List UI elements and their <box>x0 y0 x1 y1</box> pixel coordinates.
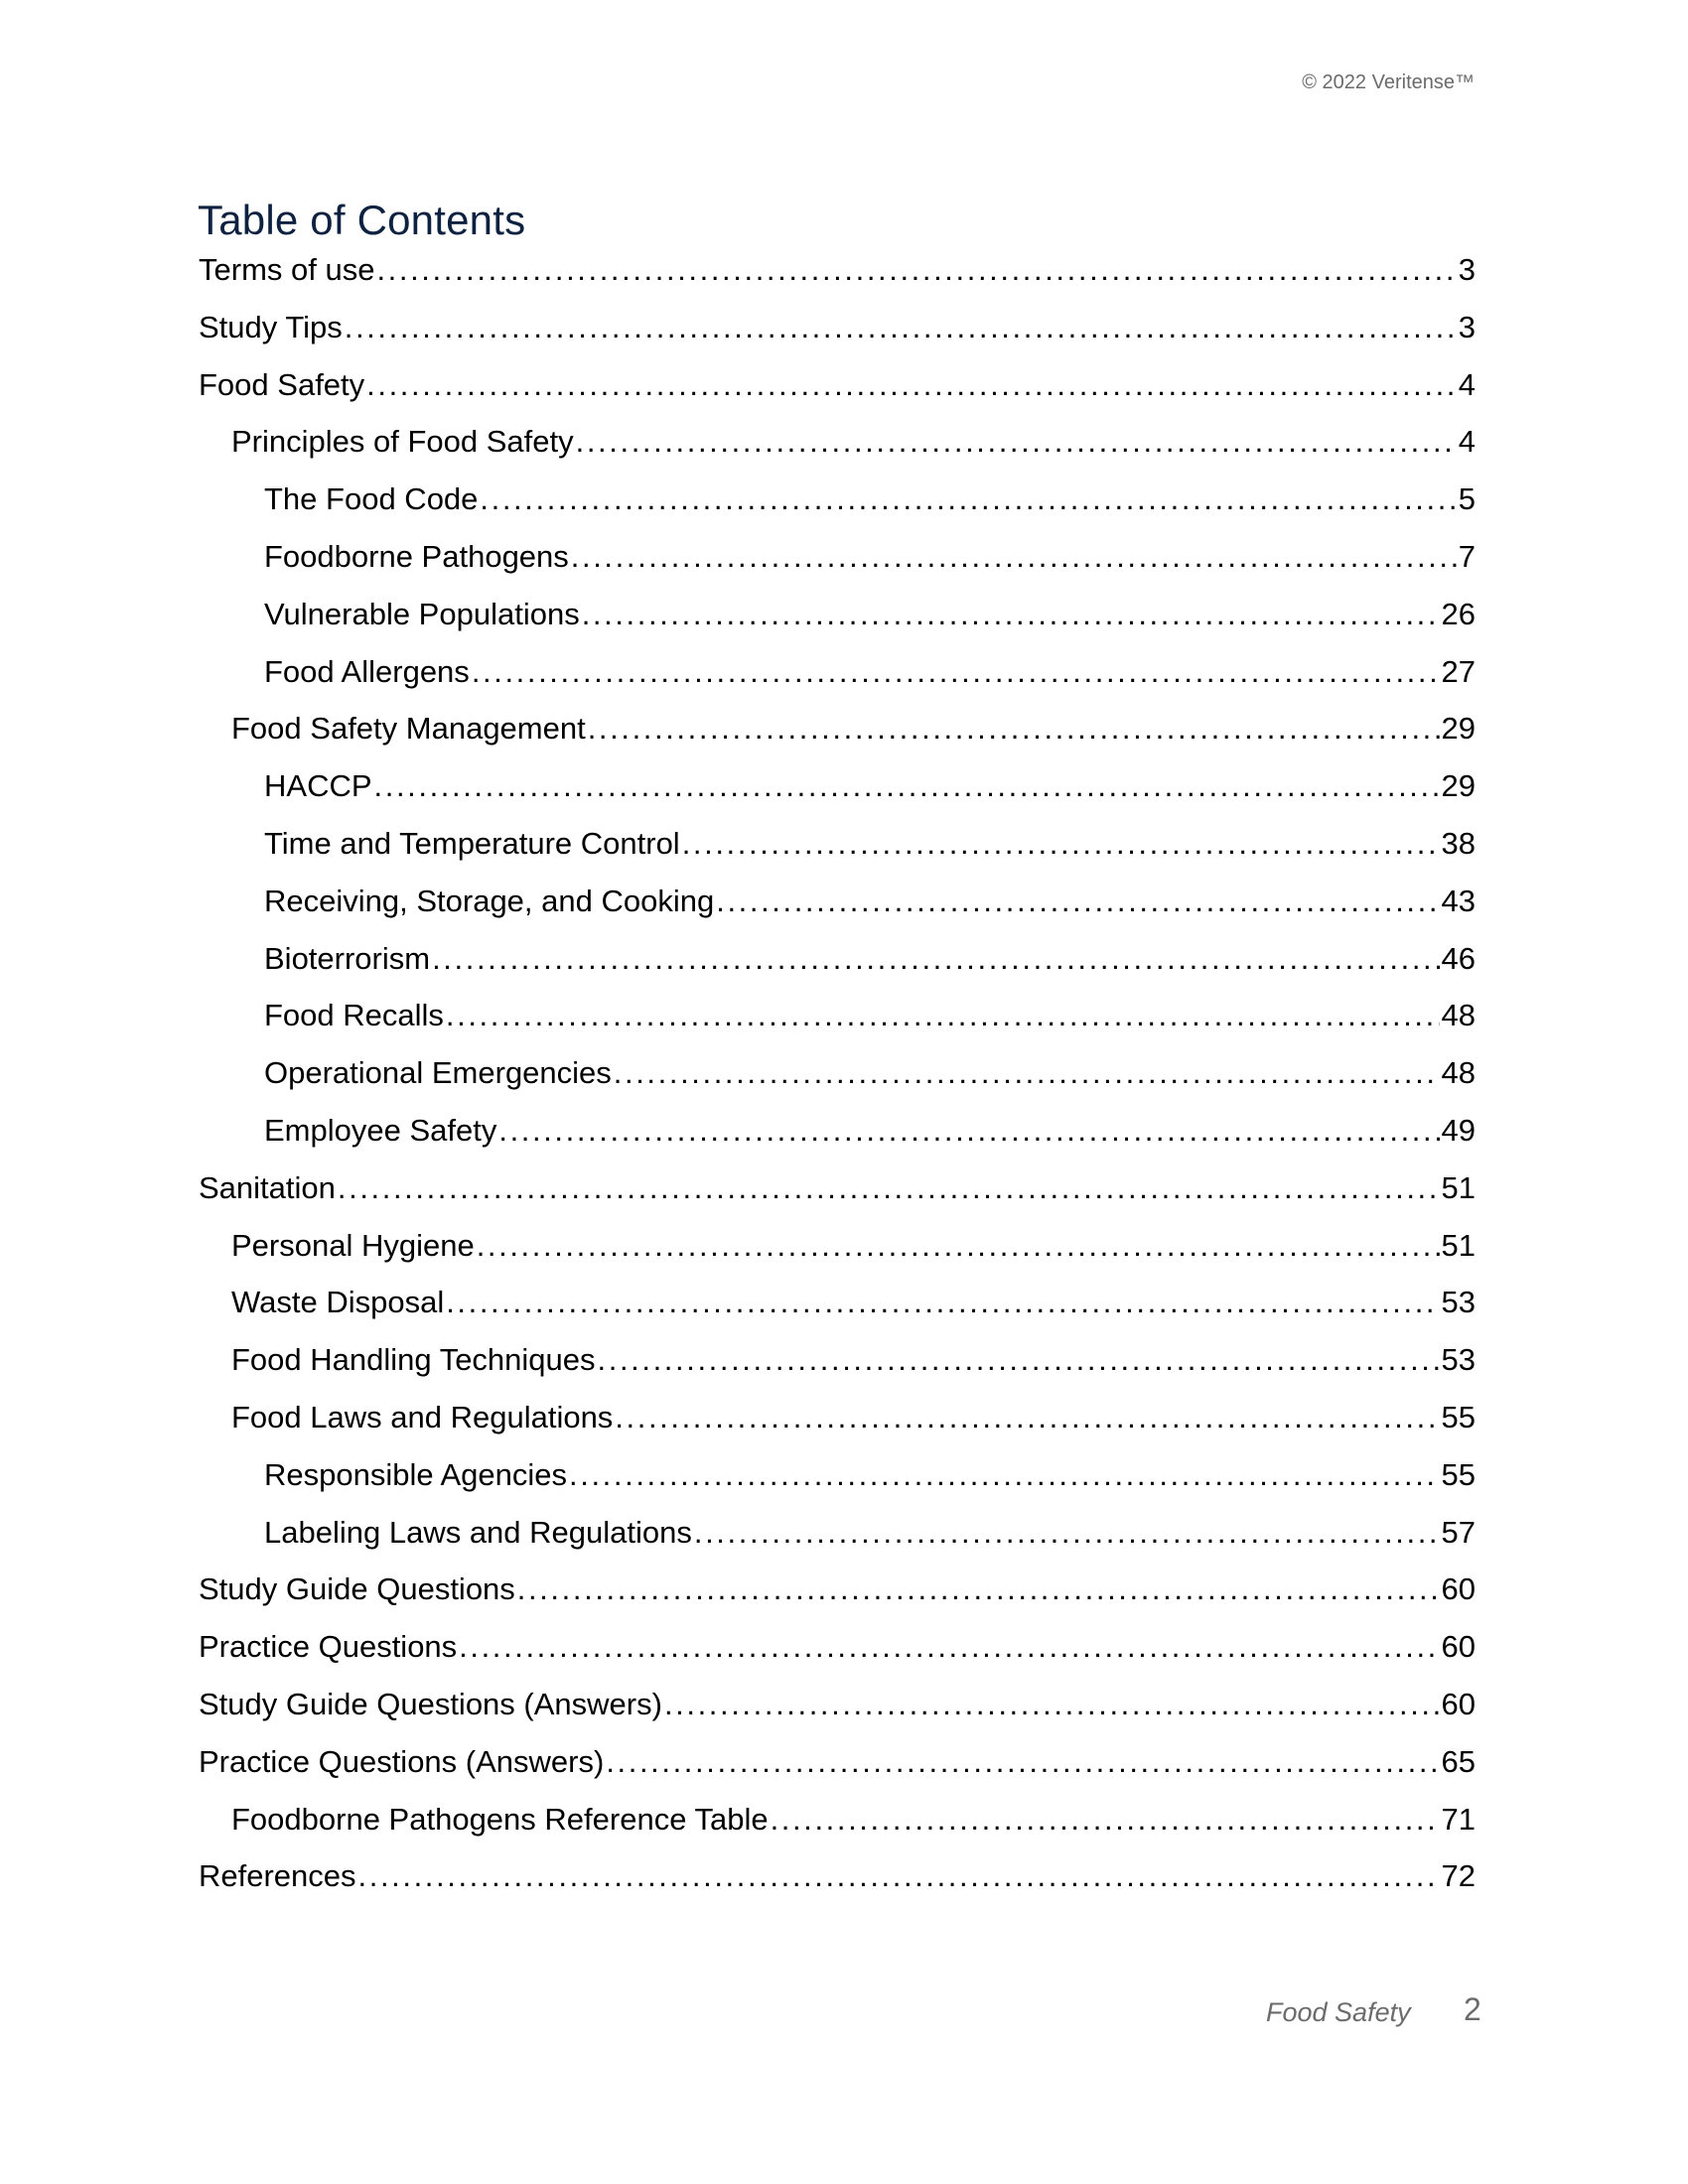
toc-entry-label[interactable]: Practice Questions <box>199 1629 458 1665</box>
dot-leader <box>345 310 1457 345</box>
page-title: Table of Contents <box>198 197 526 243</box>
toc-entry-label[interactable]: Study Guide Questions (Answers) <box>199 1686 662 1721</box>
toc-entry-label[interactable]: Principles of Food Safety <box>231 424 574 460</box>
toc-entry[interactable] <box>199 252 1476 310</box>
dot-leader <box>366 367 1457 403</box>
dot-leader <box>477 1228 1440 1264</box>
dot-leader <box>576 424 1457 460</box>
toc-entry-page[interactable]: 60 <box>1441 1686 1476 1721</box>
toc-entry-label[interactable]: Food Recalls <box>264 998 444 1033</box>
copyright-notice: © 2022 Veritense™ <box>1302 71 1475 93</box>
dot-leader <box>358 1858 1440 1894</box>
toc-entry-label[interactable]: Food Safety Management <box>231 711 586 747</box>
toc-entry-label[interactable]: Terms of use <box>199 252 375 287</box>
toc-entry-label[interactable]: The Food Code <box>264 481 479 517</box>
toc-entry[interactable] <box>199 1744 1476 1802</box>
toc-entry-page[interactable]: 49 <box>1441 1112 1476 1148</box>
toc-entry[interactable] <box>199 826 1476 884</box>
dot-leader <box>664 1687 1440 1722</box>
toc-entry-page[interactable]: 55 <box>1441 1399 1476 1434</box>
toc-entry-label[interactable]: Responsible Agencies <box>264 1456 568 1492</box>
toc-entry[interactable] <box>199 768 1476 826</box>
toc-entry-page[interactable]: 51 <box>1441 1227 1476 1263</box>
dot-leader <box>498 1113 1439 1149</box>
toc-entry[interactable] <box>199 1802 1476 1859</box>
toc-entry[interactable] <box>199 1055 1476 1113</box>
toc-entry-page[interactable]: 60 <box>1441 1571 1476 1607</box>
toc-entry[interactable] <box>199 1515 1476 1572</box>
toc-entry-page[interactable]: 55 <box>1441 1456 1476 1492</box>
toc-entry-label[interactable]: Food Allergens <box>264 653 470 689</box>
dot-leader <box>716 884 1439 919</box>
toc-entry-label[interactable]: Foodborne Pathogens Reference Table <box>231 1801 769 1837</box>
toc-entry-page[interactable]: 38 <box>1441 825 1476 861</box>
toc-entry-page[interactable]: 48 <box>1441 1055 1476 1091</box>
table-of-contents <box>199 252 1476 1916</box>
toc-entry[interactable] <box>199 424 1476 481</box>
toc-entry[interactable] <box>199 1228 1476 1286</box>
toc-entry-page[interactable]: 4 <box>1458 366 1476 402</box>
toc-entry-label[interactable]: Food Handling Techniques <box>231 1342 596 1378</box>
toc-entry-label[interactable]: Bioterrorism <box>264 940 431 976</box>
dot-leader <box>582 597 1440 632</box>
toc-entry-label[interactable]: Practice Questions (Answers) <box>199 1743 605 1779</box>
toc-entry-page[interactable]: 65 <box>1441 1743 1476 1779</box>
dot-leader <box>588 711 1440 747</box>
toc-entry-label[interactable]: Sanitation <box>199 1169 336 1205</box>
dot-leader <box>446 1285 1439 1320</box>
toc-entry[interactable] <box>199 941 1476 999</box>
toc-entry-label[interactable]: HACCP <box>264 768 372 804</box>
toc-entry-page[interactable]: 72 <box>1441 1858 1476 1894</box>
toc-entry[interactable] <box>199 1342 1476 1400</box>
toc-entry[interactable] <box>199 1457 1476 1515</box>
toc-entry[interactable] <box>199 1571 1476 1629</box>
toc-entry-page[interactable]: 26 <box>1441 596 1476 631</box>
dot-leader <box>472 654 1440 690</box>
toc-entry-label[interactable]: Study Tips <box>199 309 343 344</box>
footer-document-title: Food Safety <box>1266 1997 1411 2027</box>
dot-leader <box>517 1571 1440 1607</box>
dot-leader <box>615 1400 1439 1435</box>
footer-page-number: 2 <box>1464 1991 1481 2027</box>
toc-entry-label[interactable]: Waste Disposal <box>231 1285 445 1320</box>
toc-entry-page[interactable]: 51 <box>1441 1169 1476 1205</box>
toc-entry-label[interactable]: Study Guide Questions <box>199 1571 515 1607</box>
toc-entry-page[interactable]: 60 <box>1441 1629 1476 1665</box>
toc-entry-page[interactable]: 53 <box>1441 1285 1476 1320</box>
toc-entry-label[interactable]: Operational Emergencies <box>264 1055 612 1091</box>
dot-leader <box>771 1802 1440 1838</box>
dot-leader <box>374 768 1440 804</box>
toc-entry[interactable] <box>199 367 1476 425</box>
toc-entry-label[interactable]: Food Laws and Regulations <box>231 1399 614 1434</box>
toc-entry-page[interactable]: 71 <box>1441 1801 1476 1837</box>
toc-entry[interactable] <box>199 1629 1476 1687</box>
dot-leader <box>682 826 1440 862</box>
toc-entry-page[interactable]: 3 <box>1458 309 1476 344</box>
toc-entry[interactable] <box>199 1170 1476 1228</box>
toc-entry[interactable] <box>199 1285 1476 1342</box>
dot-leader <box>338 1170 1440 1206</box>
toc-entry[interactable] <box>199 654 1476 712</box>
toc-entry-page[interactable]: 27 <box>1441 653 1476 689</box>
toc-entry[interactable] <box>199 597 1476 654</box>
dot-leader <box>376 252 1456 288</box>
toc-entry-label[interactable]: Foodborne Pathogens <box>264 538 569 574</box>
toc-entry-page[interactable]: 3 <box>1458 252 1476 287</box>
toc-entry-page[interactable]: 4 <box>1458 424 1476 460</box>
toc-entry[interactable] <box>199 1400 1476 1457</box>
dot-leader <box>569 1457 1439 1493</box>
toc-entry-page[interactable]: 5 <box>1458 481 1476 517</box>
toc-entry-page[interactable]: 48 <box>1441 998 1476 1033</box>
dot-leader <box>432 941 1439 977</box>
toc-entry-label[interactable]: Food Safety <box>199 366 365 402</box>
dot-leader <box>606 1744 1439 1780</box>
toc-entry-label[interactable]: Personal Hygiene <box>231 1227 475 1263</box>
toc-entry-page[interactable]: 43 <box>1441 883 1476 918</box>
toc-entry-label[interactable]: References <box>199 1858 356 1894</box>
dot-leader <box>459 1629 1439 1665</box>
toc-entry[interactable] <box>199 1687 1476 1744</box>
toc-entry-page[interactable]: 29 <box>1441 768 1476 804</box>
dot-leader <box>694 1515 1440 1551</box>
toc-entry[interactable] <box>199 998 1476 1055</box>
dot-leader <box>598 1342 1440 1378</box>
toc-entry-page[interactable]: 46 <box>1441 940 1476 976</box>
toc-entry-page[interactable]: 7 <box>1458 538 1476 574</box>
toc-entry-label[interactable]: Receiving, Storage, and Cooking <box>264 883 715 918</box>
dot-leader <box>480 481 1456 517</box>
toc-entry[interactable] <box>199 539 1476 597</box>
toc-entry[interactable] <box>199 481 1476 539</box>
dot-leader <box>614 1055 1440 1091</box>
toc-entry[interactable] <box>199 1113 1476 1170</box>
toc-entry-label[interactable]: Vulnerable Populations <box>264 596 580 631</box>
toc-entry[interactable] <box>199 1858 1476 1916</box>
toc-entry-label[interactable]: Time and Temperature Control <box>264 825 680 861</box>
toc-entry-page[interactable]: 29 <box>1441 711 1476 747</box>
toc-entry[interactable] <box>199 711 1476 768</box>
toc-entry[interactable] <box>199 884 1476 941</box>
dot-leader <box>571 539 1457 575</box>
toc-entry[interactable] <box>199 310 1476 367</box>
dot-leader <box>446 998 1440 1033</box>
toc-entry-label[interactable]: Employee Safety <box>264 1112 497 1148</box>
toc-entry-label[interactable]: Labeling Laws and Regulations <box>264 1514 692 1550</box>
toc-entry-page[interactable]: 57 <box>1441 1514 1476 1550</box>
toc-entry-page[interactable]: 53 <box>1441 1342 1476 1378</box>
